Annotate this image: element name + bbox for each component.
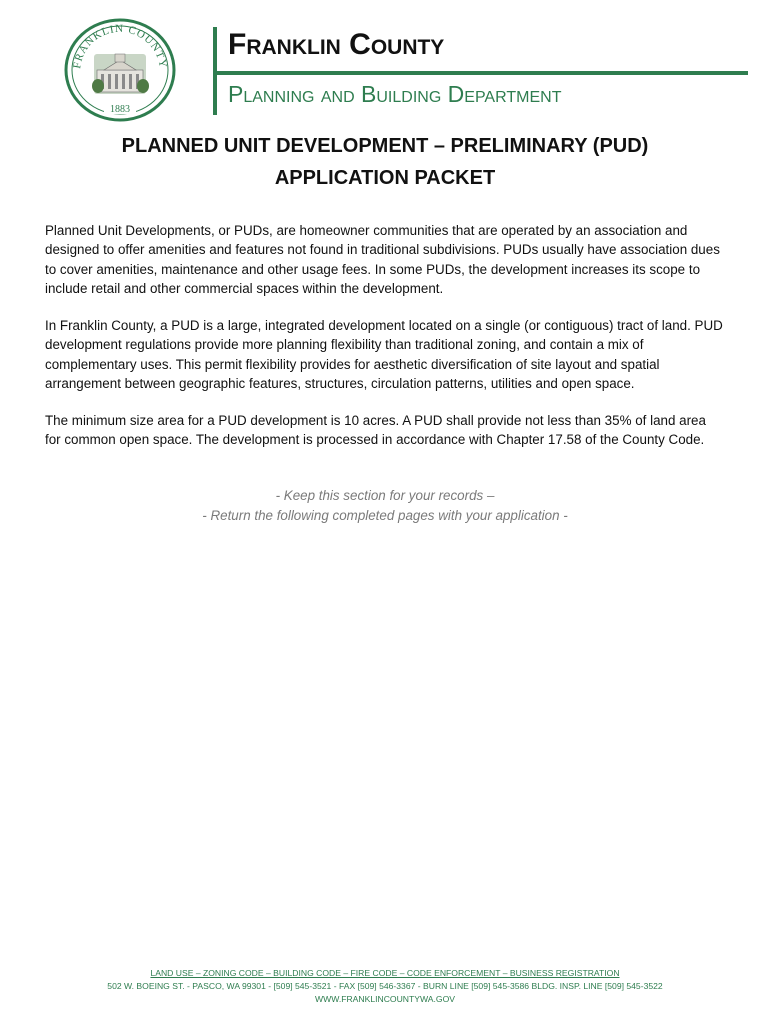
county-seal-logo (64, 18, 176, 122)
minimum-size-paragraph: The minimum size area for a PUD development is 10 acres. A PUD shall provide not less than 35% of land area for common open space. The development is processed in accordance with Chapter 17.58 of the County Code. (45, 413, 706, 448)
document-title (0, 130, 770, 194)
records-note-line-1: - Keep this section for your records – (275, 488, 495, 503)
header-horizontal-rule (217, 71, 748, 75)
records-note-line-2: - Return the following completed pages with your application - (202, 507, 568, 523)
intro-paragraph: Planned Unit Developments, or PUDs, are homeowner communities that are operated by an association and designed to offer amenities and features not found in traditional subdivisions. PUDs usually have association dues to cover amenities, maintenance and other usage fees. In some PUDs, the development increases its scope to include retail and other commercial spaces within the development. (45, 223, 720, 296)
document-title-line-1: PLANNED UNIT DEVELOPMENT – PRELIMINARY (PUD) (121, 135, 649, 157)
seal-arc-text: FRANKLIN COUNTY (71, 22, 169, 70)
courthouse-image (92, 54, 149, 94)
records-note (0, 486, 770, 525)
franklin-pud-paragraph: In Franklin County, a PUD is a large, integrated development located on a single (or contiguous) tract of land. PUD development regulations provide more planning flexibility than traditional zoning, and contain a mix of complementary uses. This permit flexibility provides for aesthetic diversification of site layout and spatial arrangement between geographic features, structures, circulation patterns, utilities and open space. (45, 318, 723, 391)
document-title-line-2: APPLICATION PACKET (274, 167, 496, 189)
department-name-heading: Planning and Building Department (228, 81, 562, 107)
page-footer (0, 967, 770, 1006)
seal-year: 1883 (110, 104, 130, 115)
county-name-heading: Franklin County (228, 28, 445, 61)
footer-website-link[interactable]: WWW.FRANKLINCOUNTYWA.GOV (314, 994, 456, 1004)
footer-contact: 502 W. BOEING ST. - PASCO, WA 99301 - [509] 545-3521 - FAX [509] 546-3367 - BURN LINE [509] 545-3586 BLDG. INSP. LINE [509] 545-3522 (107, 981, 663, 991)
footer-services: LAND USE – ZONING CODE – BUILDING CODE – FIRE CODE – CODE ENFORCEMENT – BUSINESS REGISTRATION (150, 968, 620, 978)
